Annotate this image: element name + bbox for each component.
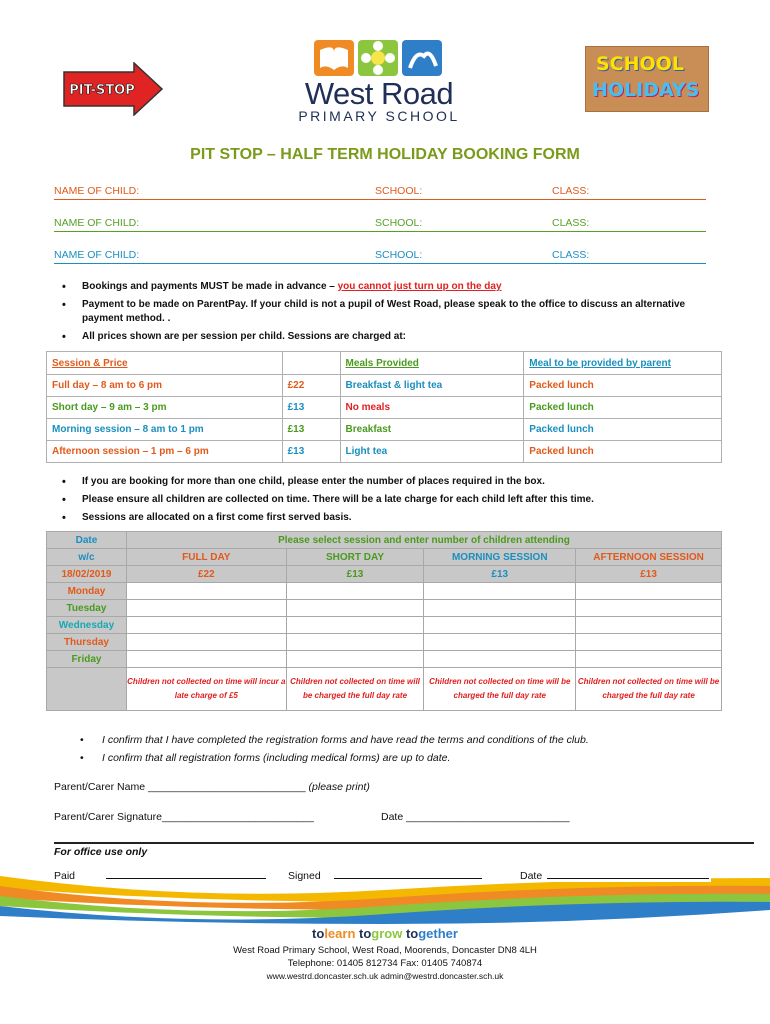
day-row-tuesday — [47, 600, 722, 617]
price-cell: £13 — [282, 441, 340, 463]
rule-prices: • All prices shown are per session per child. Sessions are charged at: — [62, 330, 712, 344]
booking-table — [46, 531, 722, 711]
carer-signature-field[interactable]: Parent/Carer Signature__________________________ — [54, 811, 314, 823]
school-web-email: www.westrd.doncaster.sch.uk admin@westrd.doncaster.sch.uk — [266, 971, 504, 981]
rule-parentpay: • Payment to be made on ParentPay. If your child is not a pupil of West Road, please speak to the office to discuss an alternative payment method. . — [62, 298, 712, 326]
school-holidays-badge — [585, 46, 709, 112]
school-label: SCHOOL: — [375, 249, 423, 261]
office-date-label: Date — [520, 870, 543, 882]
day-row-wednesday — [47, 617, 722, 634]
school-label: SCHOOL: — [375, 217, 423, 229]
school-logo-icons — [312, 38, 444, 80]
booking-cell[interactable] — [576, 634, 722, 651]
booking-cell[interactable] — [126, 634, 286, 651]
booking-cell[interactable] — [424, 583, 576, 600]
parent-meal-cell: Packed lunch — [524, 441, 722, 463]
late-charge-note: Children not collected on time will be charged the full day rate — [286, 668, 424, 711]
booking-cell[interactable] — [286, 583, 424, 600]
rule-collection-time: • Please ensure all children are collected on time. There will be a late charge for each child left after this time. — [62, 493, 712, 507]
session-full-day: FULL DAY — [126, 549, 286, 566]
rule-multiple-children: • If you are booking for more than one child, please enter the number of places required in the box. — [62, 475, 712, 489]
booking-cell[interactable] — [576, 651, 722, 668]
meal-cell: No meals — [340, 397, 524, 419]
session-short-day: SHORT DAY — [286, 549, 424, 566]
booking-instruction: Please select session and enter number of children attending — [126, 532, 721, 549]
carer-name-label: Parent/Carer Name ___________________________ — [54, 781, 306, 793]
price-row-full-day — [47, 375, 722, 397]
header-meal-by-parent: Meal to be provided by parent — [524, 352, 722, 375]
rule-advance-booking: • Bookings and payments MUST be made in advance – you cannot just turn up on the day — [62, 280, 712, 294]
late-charge-notes — [47, 668, 722, 711]
parent-meal-cell: Packed lunch — [524, 419, 722, 441]
booking-cell[interactable] — [126, 583, 286, 600]
price-table-header — [47, 352, 722, 375]
header-session-price: Session & Price — [47, 352, 283, 375]
day-label: Tuesday — [47, 600, 127, 617]
signature-date-field[interactable]: Date ____________________________ — [381, 811, 570, 823]
price-cell: £22 — [282, 375, 340, 397]
child-row-3[interactable] — [54, 249, 706, 263]
child-row-2[interactable] — [54, 217, 706, 231]
session-cell: Short day – 9 am – 3 pm — [47, 397, 283, 419]
meal-cell: Breakfast & light tea — [340, 375, 524, 397]
price-short-day: £13 — [286, 566, 424, 583]
office-divider — [54, 842, 754, 844]
office-date-field[interactable] — [520, 870, 711, 882]
meal-cell: Light tea — [340, 441, 524, 463]
price-table — [46, 351, 722, 463]
confirmation-list — [80, 733, 720, 769]
booking-cell[interactable] — [424, 600, 576, 617]
header-meals-provided: Meals Provided — [340, 352, 524, 375]
price-cell: £13 — [282, 419, 340, 441]
day-label: Monday — [47, 583, 127, 600]
pit-stop-arrow-sign — [62, 62, 164, 116]
school-label: SCHOOL: — [375, 185, 423, 197]
week-date: 18/02/2019 — [47, 566, 127, 583]
late-charge-note: Children not collected on time will incur a late charge of £5 — [126, 668, 286, 711]
booking-cell[interactable] — [576, 600, 722, 617]
late-charge-note: Children not collected on time will be charged the full day rate — [576, 668, 722, 711]
school-address: West Road Primary School, West Road, Moorends, Doncaster DN8 4LH — [233, 945, 537, 956]
booking-cell[interactable] — [286, 617, 424, 634]
office-signed-field[interactable] — [288, 870, 484, 882]
price-row-morning — [47, 419, 722, 441]
name-of-child-label: NAME OF CHILD: — [54, 185, 140, 197]
form-title: PIT STOP – HALF TERM HOLIDAY BOOKING FORM — [190, 146, 580, 163]
child-row-1[interactable] — [54, 185, 706, 199]
holidays-badge-line1: SCHOOL — [596, 53, 684, 75]
day-row-monday — [47, 583, 722, 600]
session-cell: Full day – 8 am to 6 pm — [47, 375, 283, 397]
school-tagline: tolearn togrow together — [312, 926, 458, 941]
booking-rules-list — [62, 280, 712, 348]
price-full-day: £22 — [126, 566, 286, 583]
booking-cell[interactable] — [424, 634, 576, 651]
class-label: CLASS: — [552, 185, 590, 197]
booking-cell[interactable] — [576, 583, 722, 600]
holidays-badge-line2: HOLIDAYS — [592, 79, 700, 101]
date-label: Date — [47, 532, 127, 549]
class-label: CLASS: — [552, 249, 590, 261]
signed-label: Signed — [288, 870, 321, 882]
day-label: Thursday — [47, 634, 127, 651]
please-print-note: (please print) — [308, 781, 370, 793]
session-morning: MORNING SESSION — [424, 549, 576, 566]
school-subtitle: PRIMARY SCHOOL — [298, 108, 460, 124]
school-phone-fax: Telephone: 01405 812734 Fax: 01405 740874 — [287, 958, 483, 969]
booking-cell[interactable] — [126, 600, 286, 617]
name-of-child-label: NAME OF CHILD: — [54, 249, 140, 261]
price-morning: £13 — [424, 566, 576, 583]
price-cell: £13 — [282, 397, 340, 419]
day-row-friday — [47, 651, 722, 668]
office-paid-field[interactable] — [54, 870, 268, 882]
session-cell: Afternoon session – 1 pm – 6 pm — [47, 441, 283, 463]
pit-stop-sign-text: PIT-STOP — [69, 83, 135, 98]
confirm-forms-up-to-date: • I confirm that all registration forms (including medical forms) are up to date. — [80, 751, 720, 765]
rule-first-come: • Sessions are allocated on a first come first served basis. — [62, 511, 712, 525]
day-label: Wednesday — [47, 617, 127, 634]
late-charge-note: Children not collected on time will be charged the full day rate — [424, 668, 576, 711]
day-row-thursday — [47, 634, 722, 651]
week-commencing-label: w/c — [47, 549, 127, 566]
carer-name-field[interactable] — [54, 781, 370, 793]
rule-warning-text: you cannot just turn up on the day — [337, 281, 502, 292]
price-afternoon: £13 — [576, 566, 722, 583]
parent-meal-cell: Packed lunch — [524, 397, 722, 419]
booking-cell[interactable] — [424, 617, 576, 634]
day-label: Friday — [47, 651, 127, 668]
paid-label: Paid — [54, 870, 76, 882]
booking-cell[interactable] — [286, 600, 424, 617]
collection-rules-list — [62, 475, 712, 529]
session-afternoon: AFTERNOON SESSION — [576, 549, 722, 566]
booking-cell[interactable] — [576, 617, 722, 634]
booking-cell[interactable] — [126, 617, 286, 634]
meal-cell: Breakfast — [340, 419, 524, 441]
class-label: CLASS: — [552, 217, 590, 229]
office-use-title: For office use only — [54, 846, 148, 858]
booking-cell[interactable] — [286, 634, 424, 651]
price-row-afternoon — [47, 441, 722, 463]
parent-meal-cell: Packed lunch — [524, 375, 722, 397]
price-row-short-day — [47, 397, 722, 419]
booking-cell[interactable] — [126, 651, 286, 668]
booking-cell[interactable] — [286, 651, 424, 668]
confirm-registration: • I confirm that I have completed the registration forms and have read the terms and conditions of the club. — [80, 733, 720, 747]
session-cell: Morning session – 8 am to 1 pm — [47, 419, 283, 441]
name-of-child-label: NAME OF CHILD: — [54, 217, 140, 229]
booking-cell[interactable] — [424, 651, 576, 668]
school-name: West Road — [304, 76, 454, 111]
